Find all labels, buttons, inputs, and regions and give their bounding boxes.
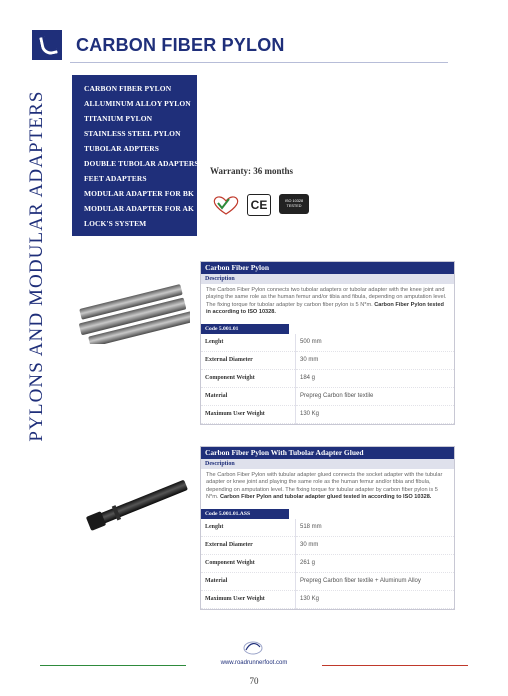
page-title: CARBON FIBER PYLON bbox=[76, 35, 285, 55]
title-divider bbox=[70, 62, 448, 63]
product-title: Carbon Fiber Pylon With Tubolar Adapter Glued bbox=[201, 447, 454, 459]
spec-value: 184 g bbox=[296, 369, 455, 387]
menu-item-stainless-steel-pylon[interactable]: STAINLESS STEEL PYLON bbox=[84, 129, 181, 138]
menu-item-modular-adapter-bk[interactable]: MODULAR ADAPTER FOR BK bbox=[84, 189, 194, 198]
ce-mark-icon: CE bbox=[247, 194, 271, 216]
carbon-pylon-product-image bbox=[78, 284, 190, 344]
iso-badge-line2: TESTED bbox=[286, 203, 302, 208]
menu-item-double-tubolar-adapters[interactable]: DOUBLE TUBOLAR ADAPTERS bbox=[84, 159, 199, 168]
table-row bbox=[201, 590, 454, 608]
spec-value: 30 mm bbox=[296, 536, 455, 554]
description-text: The Carbon Fiber Pylon with tubular adapter glued connects the socket adapter with the tubular adapter or knee joint and playing the same role as the human femur and/or tibia and fibula, depending on amputation level. The fixing torque for tubular adapter by carbon fiber pylon is 5 N*m. bbox=[206, 472, 443, 501]
product-description bbox=[201, 469, 454, 505]
spec-label: Component Weight bbox=[201, 369, 296, 387]
product-title: Carbon Fiber Pylon bbox=[201, 262, 454, 274]
menu-item-aluminum-alloy-pylon[interactable]: ALLUMINUM ALLOY PYLON bbox=[84, 99, 191, 108]
spec-value: Prepreg Carbon fiber textile + Aluminum Alloy bbox=[296, 572, 455, 590]
description-text: The Carbon Fiber Pylon connects two tubolar adapters or tubolar adapter with the knee joint and playing the same role as the human femur and/or tibia and fibula, depending on amputation level. The fixing torque for tubolar adapter by carbon fiber pylon is 5 N*m. bbox=[206, 287, 447, 308]
table-row bbox=[201, 572, 454, 590]
spec-label: Maximum User Weight bbox=[201, 590, 296, 608]
spec-label: Material bbox=[201, 387, 296, 405]
website-link[interactable]: www.roadrunnerfoot.com bbox=[220, 660, 288, 666]
table-row bbox=[201, 369, 454, 387]
description-bold-text: Carbon Fiber Pylon tested in according to ISO 10328. bbox=[206, 301, 444, 316]
table-row bbox=[201, 351, 454, 369]
spec-value: 130 Kg bbox=[296, 405, 455, 423]
description-bold-text: Carbon Fiber Pylon and tubolar adapter glued tested in according to ISO 10328. bbox=[220, 494, 432, 501]
category-menu bbox=[72, 75, 197, 236]
brand-logo bbox=[32, 30, 62, 60]
spec-value: 30 mm bbox=[296, 351, 455, 369]
description-label: Description bbox=[201, 274, 454, 284]
spec-label: Maximum User Weight bbox=[201, 405, 296, 423]
menu-item-modular-adapter-ak[interactable]: MODULAR ADAPTER FOR AK bbox=[84, 204, 194, 213]
vertical-title-text: PYLONS AND MODULAR ADAPTERS bbox=[26, 90, 47, 442]
table-row bbox=[201, 405, 454, 423]
table-row bbox=[201, 519, 454, 537]
product-code: Code 5.001.01.ASS bbox=[201, 509, 289, 519]
table-row bbox=[201, 536, 454, 554]
spec-value: 261 g bbox=[296, 554, 455, 572]
footer-brand-icon bbox=[240, 638, 266, 658]
spec-label: External Diameter bbox=[201, 351, 296, 369]
warranty-text: Warranty: 36 months bbox=[210, 166, 293, 176]
spec-label: Lenght bbox=[201, 519, 296, 537]
table-row bbox=[201, 334, 454, 352]
menu-item-locks-system[interactable]: LOCK'S SYSTEM bbox=[84, 219, 147, 228]
vertical-section-title bbox=[22, 74, 52, 459]
spec-label: Lenght bbox=[201, 334, 296, 352]
page-number: 70 bbox=[249, 676, 259, 686]
spec-table bbox=[201, 519, 454, 609]
iso-tested-badge bbox=[279, 194, 309, 214]
iso-badge-line1: ISO 10328 bbox=[284, 199, 304, 203]
product-card-carbon-pylon-with-adapter bbox=[200, 446, 455, 610]
menu-item-titanium-pylon[interactable]: TITANIUM PYLON bbox=[84, 114, 153, 123]
product-code: Code 5.001.01 bbox=[201, 324, 289, 334]
spec-table bbox=[201, 334, 454, 424]
spec-value: 518 mm bbox=[296, 519, 455, 537]
menu-item-tubolar-adapters[interactable]: TUBOLAR ADPTERS bbox=[84, 144, 160, 153]
spec-label: Material bbox=[201, 572, 296, 590]
table-row bbox=[201, 554, 454, 572]
carbon-pylon-adapter-product-image bbox=[85, 474, 190, 536]
spec-label: Component Weight bbox=[201, 554, 296, 572]
product-card-carbon-fiber-pylon bbox=[200, 261, 455, 425]
menu-item-feet-adapters[interactable]: FEET ADAPTERS bbox=[84, 174, 147, 183]
spec-value: 500 mm bbox=[296, 334, 455, 352]
spec-value: Prepreg Carbon fiber textile bbox=[296, 387, 455, 405]
made-in-italy-heart-icon bbox=[211, 194, 241, 214]
description-label: Description bbox=[201, 459, 454, 469]
table-row bbox=[201, 387, 454, 405]
spec-value: 130 Kg bbox=[296, 590, 455, 608]
spec-label: External Diameter bbox=[201, 536, 296, 554]
menu-item-carbon-fiber-pylon[interactable]: CARBON FIBER PYLON bbox=[84, 84, 172, 93]
product-description bbox=[201, 284, 454, 320]
